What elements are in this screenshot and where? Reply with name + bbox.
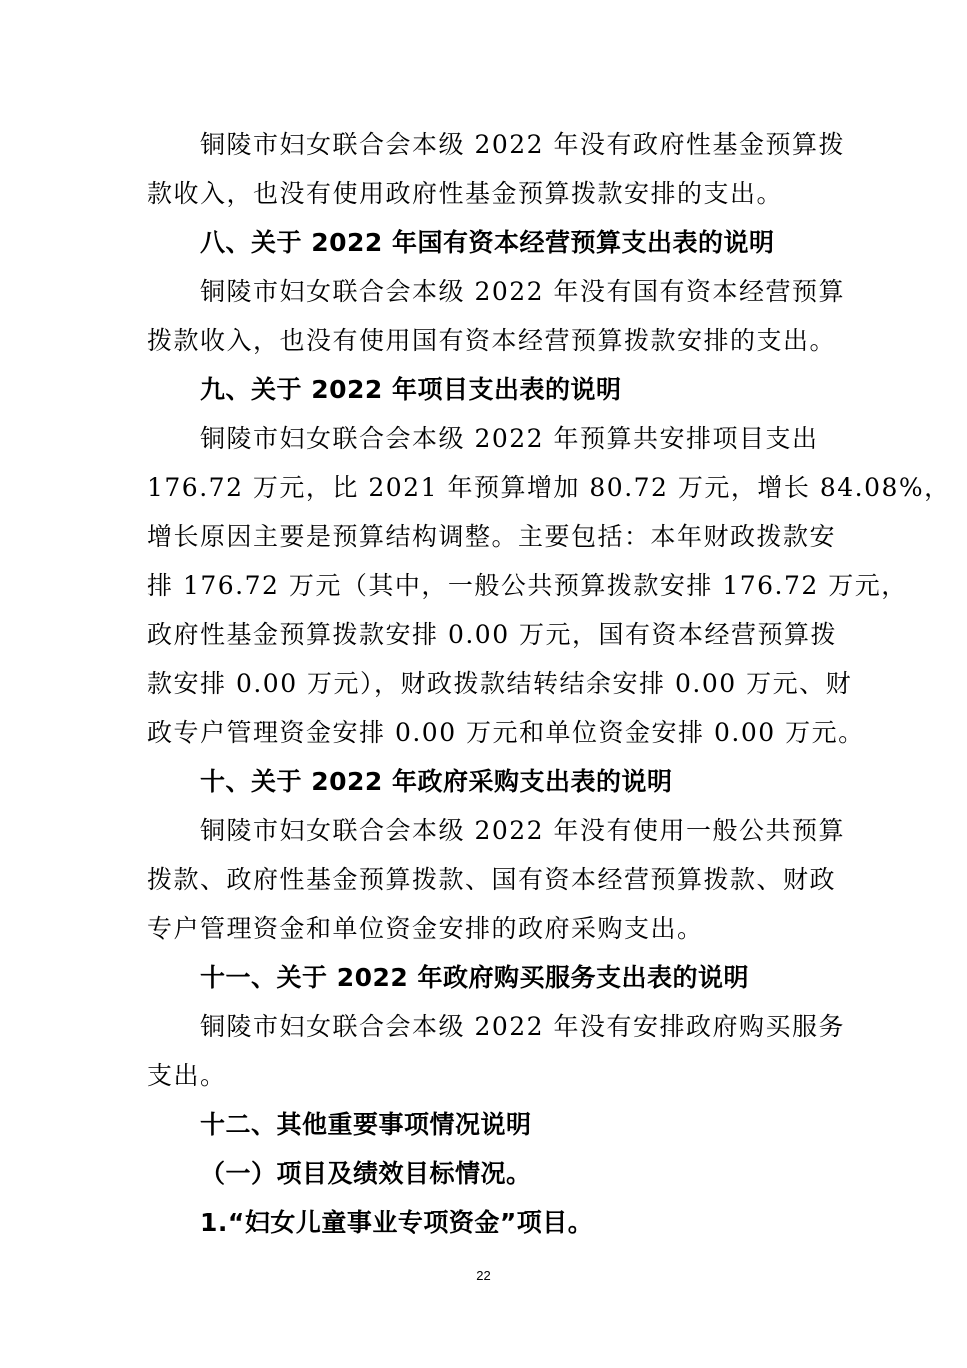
paragraph-line: 176.72 万元，比 2021 年预算增加 80.72 万元，增长 84.08%， <box>147 473 951 502</box>
paragraph-line: 增长原因主要是预算结构调整。主要包括：本年财政拨款安 <box>147 522 837 551</box>
paragraph-line: 拨款收入，也没有使用国有资本经营预算拨款安排的支出。 <box>147 326 837 355</box>
subsection-heading: （一）项目及绩效目标情况。 <box>200 1159 532 1188</box>
section-heading: 十、关于 2022 年政府采购支出表的说明 <box>200 767 673 796</box>
section-heading: 十二、其他重要事项情况说明 <box>200 1110 532 1139</box>
section-heading: 八、关于 2022 年国有资本经营预算支出表的说明 <box>200 228 775 257</box>
paragraph-line: 铜陵市妇女联合会本级 2022 年预算共安排项目支出 <box>200 424 819 453</box>
paragraph-line: 政府性基金预算拨款安排 0.00 万元，国有资本经营预算拨 <box>147 620 838 649</box>
section-heading: 十一、关于 2022 年政府购买服务支出表的说明 <box>200 963 749 992</box>
paragraph-line: 款安排 0.00 万元），财政拨款结转结余安排 0.00 万元、财 <box>147 669 853 698</box>
paragraph-line: 铜陵市妇女联合会本级 2022 年没有政府性基金预算拨 <box>200 130 846 159</box>
page-number: 22 <box>476 1268 491 1283</box>
paragraph-line: 支出。 <box>147 1061 227 1090</box>
paragraph-line: 拨款、政府性基金预算拨款、国有资本经营预算拨款、财政 <box>147 865 837 894</box>
paragraph-line: 政专户管理资金安排 0.00 万元和单位资金安排 0.00 万元。 <box>147 718 865 747</box>
paragraph-line: 铜陵市妇女联合会本级 2022 年没有国有资本经营预算 <box>200 277 846 306</box>
section-heading: 九、关于 2022 年项目支出表的说明 <box>200 375 622 404</box>
paragraph-line: 专户管理资金和单位资金安排的政府采购支出。 <box>147 914 704 943</box>
paragraph-line: 铜陵市妇女联合会本级 2022 年没有使用一般公共预算 <box>200 816 846 845</box>
item-heading: 1.“妇女儿童事业专项资金”项目。 <box>200 1208 594 1237</box>
paragraph-line: 铜陵市妇女联合会本级 2022 年没有安排政府购买服务 <box>200 1012 846 1041</box>
paragraph-line: 款收入，也没有使用政府性基金预算拨款安排的支出。 <box>147 179 784 208</box>
paragraph-line: 排 176.72 万元（其中，一般公共预算拨款安排 176.72 万元， <box>147 571 908 600</box>
